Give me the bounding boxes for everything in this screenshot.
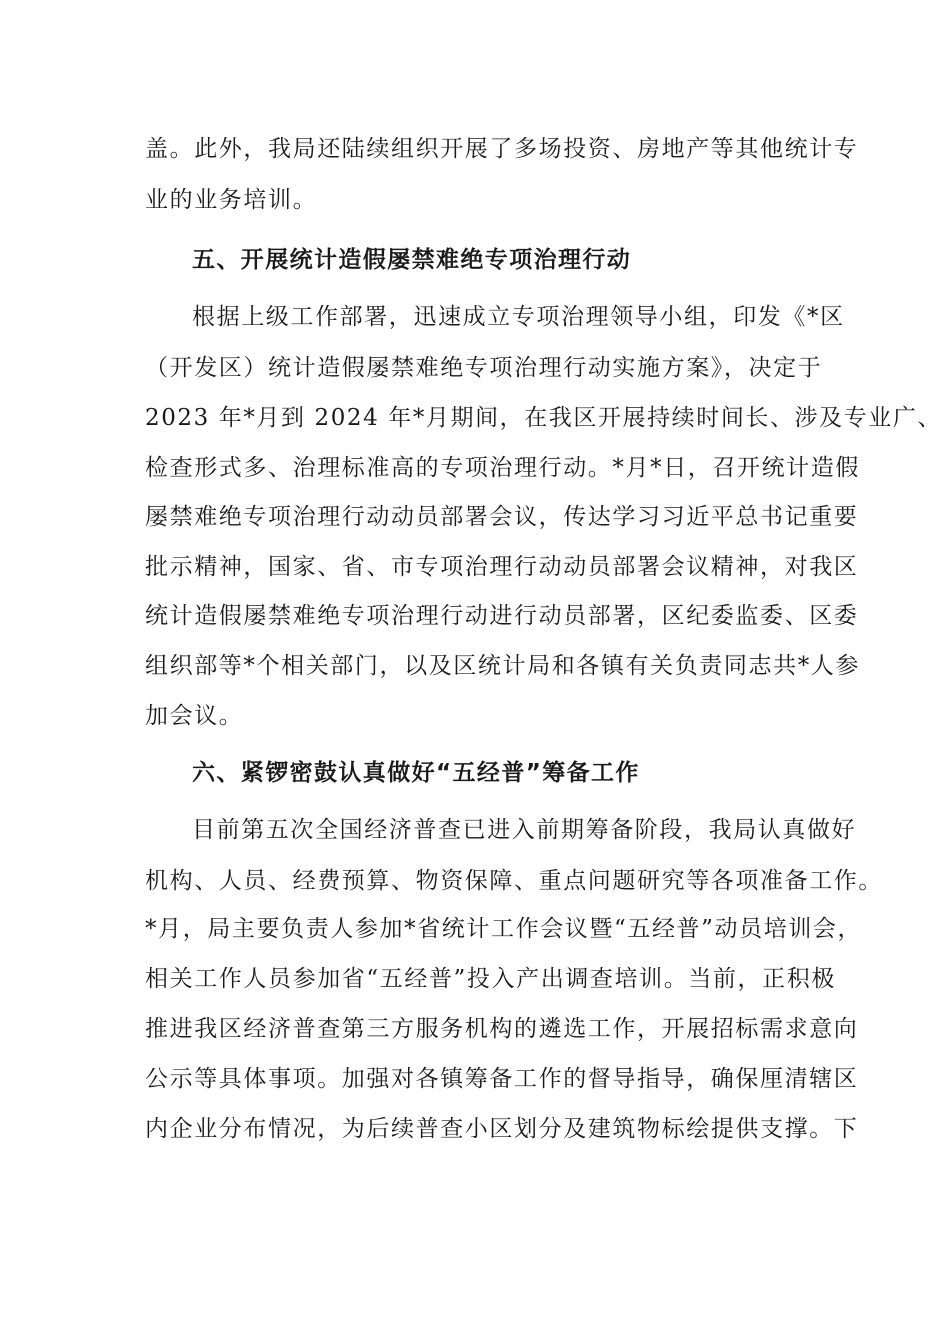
paragraph-line: 目前第五次全国经济普查已进入前期筹备阶段，我局认真做好 [192,817,857,843]
paragraph-line: 批示精神，国家、省、市专项治理行动动员部署会议精神，对我区 [145,554,859,580]
paragraph-line: 检查形式多、治理标准高的专项治理行动。*月*日，召开统计造假 [145,455,860,481]
paragraph-line: 根据上级工作部署，迅速成立专项治理领导小组，印发《*区 [192,304,845,330]
paragraph-line: 机构、人员、经费预算、物资保障、重点问题研究等各项准备工作。 [145,868,883,894]
paragraph-line: 加会议。 [145,703,244,729]
section-heading: 五、开展统计造假屡禁难绝专项治理行动 [192,247,632,273]
section-heading: 六、紧锣密鼓认真做好“五经普”筹备工作 [192,760,640,786]
paragraph-line: 组织部等*个相关部门，以及区统计局和各镇有关负责同志共*人参 [145,653,860,679]
paragraph-line: 业的业务培训。 [145,187,318,213]
paragraph-line: 2023 年*月到 2024 年*月期间，在我区开展持续时间长、涉及专业广、 [145,405,943,431]
paragraph-line: 屡禁难绝专项治理行动动员部署会议，传达学习习近平总书记重要 [145,504,859,530]
paragraph-line: 统计造假屡禁难绝专项治理行动进行动员部署，区纪委监委、区委 [145,603,859,629]
paragraph-line: 推进我区经济普查第三方服务机构的遴选工作，开展招标需求意向 [145,1016,859,1042]
paragraph-line: （开发区）统计造假屡禁难绝专项治理行动实施方案》，决定于 [145,355,823,381]
paragraph-line: 盖。此外，我局还陆续组织开展了多场投资、房地产等其他统计专 [145,136,859,162]
paragraph-line: 公示等具体事项。加强对各镇筹备工作的督导指导，确保厘清辖区 [145,1066,859,1092]
paragraph-line: *月，局主要负责人参加*省统计工作会议暨“五经普”动员培训会， [145,916,863,942]
paragraph-line: 内企业分布情况，为后续普查小区划分及建筑物标绘提供支撑。下 [145,1116,859,1142]
paragraph-line: 相关工作人员参加省“五经普”投入产出调查培训。当前，正积极 [145,966,836,992]
